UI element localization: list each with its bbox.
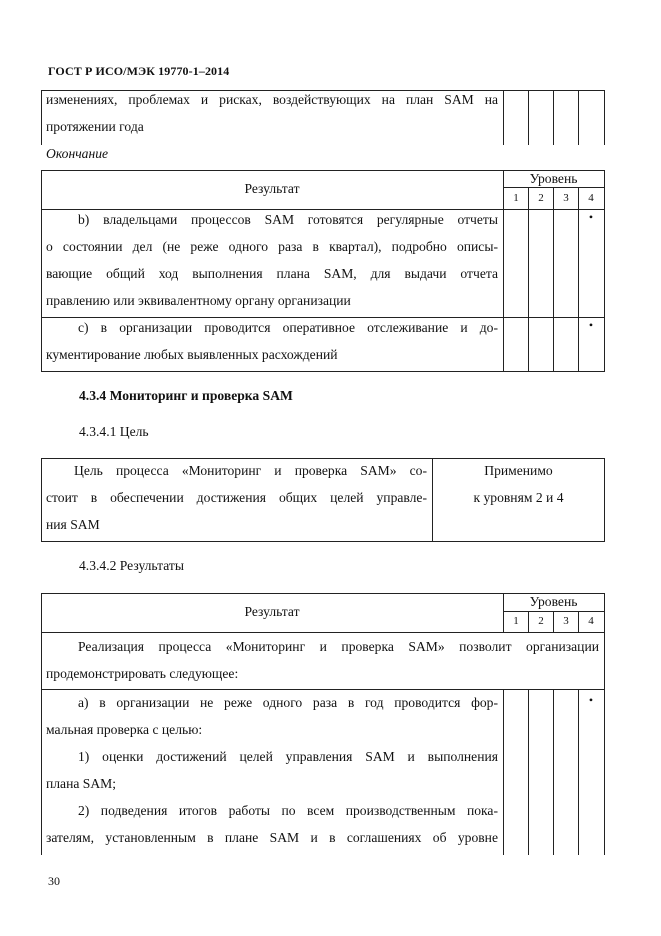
table-text-line: c) в организации проводится оперативное отслеживание и до-	[78, 320, 498, 335]
subsection-heading: 4.3.4.1 Цель	[79, 424, 149, 439]
level-number: 1	[513, 192, 519, 204]
applicability-label: Применимо	[484, 463, 553, 478]
table-text-line: плана SAM;	[46, 776, 117, 791]
level-mark: •	[588, 210, 594, 224]
table-text-line: продемонстрировать следующее:	[46, 666, 239, 681]
table-text-line: 1) оценки достижений целей управления SAM и выполнения	[78, 749, 498, 764]
level-number: 3	[563, 192, 569, 204]
continuation-label: Окончание	[46, 146, 109, 161]
table-text-line: a) в организации не реже одного раза в год проводится фор-	[78, 695, 498, 710]
table-text-line: изменениях, проблемах и рисках, воздействующих на план SAM на	[46, 92, 498, 107]
level-number: 3	[563, 615, 569, 627]
subsection-heading: 4.3.4.2 Результаты	[79, 558, 184, 573]
table-text-line: вающие общий ход выполнения плана SAM, для выдачи отчета	[46, 266, 498, 281]
goal-text-line: стоит в обеспечении достижения общих целей управле-	[46, 490, 427, 505]
table-text-line: b) владельцами процессов SAM готовятся регулярные отчеты	[78, 212, 498, 227]
goal-text-line: ния SAM	[46, 517, 100, 532]
column-header-level: Уровень	[529, 171, 578, 186]
document-header: ГОСТ Р ИСО/МЭК 19770-1–2014	[48, 64, 230, 78]
column-header-result: Результат	[244, 604, 300, 619]
level-number: 2	[538, 192, 544, 204]
level-number: 4	[588, 192, 594, 204]
section-heading: 4.3.4 Мониторинг и проверка SAM	[79, 388, 293, 403]
column-header-level: Уровень	[529, 594, 578, 609]
column-header-result: Результат	[244, 181, 300, 196]
level-number: 4	[588, 615, 594, 627]
level-mark: •	[588, 693, 594, 707]
table-text-line: Реализация процесса «Мониторинг и проверка SAM» позволит организации	[78, 639, 599, 654]
goal-text-line: Цель процесса «Мониторинг и проверка SAM» со-	[74, 463, 427, 478]
page-number: 30	[48, 874, 60, 888]
table-text-line: 2) подведения итогов работы по всем производственным пока-	[78, 803, 498, 818]
table-text-line: о состоянии дел (не реже одного раза в квартал), подробно описы-	[46, 239, 498, 254]
level-mark: •	[588, 318, 594, 332]
applicability-value: к уровням 2 и 4	[473, 490, 564, 505]
table-text-line: мальная проверка с целью:	[46, 722, 203, 737]
table-text-line: протяжении года	[46, 119, 144, 134]
table-text-line: кументирование любых выявленных расхождений	[46, 347, 338, 362]
table-text-line: правлению или эквивалентному органу организации	[46, 293, 351, 308]
level-number: 1	[513, 615, 519, 627]
level-number: 2	[538, 615, 544, 627]
table-text-line: зателям, установленным в плане SAM и в соглашениях об уровне	[46, 830, 498, 845]
